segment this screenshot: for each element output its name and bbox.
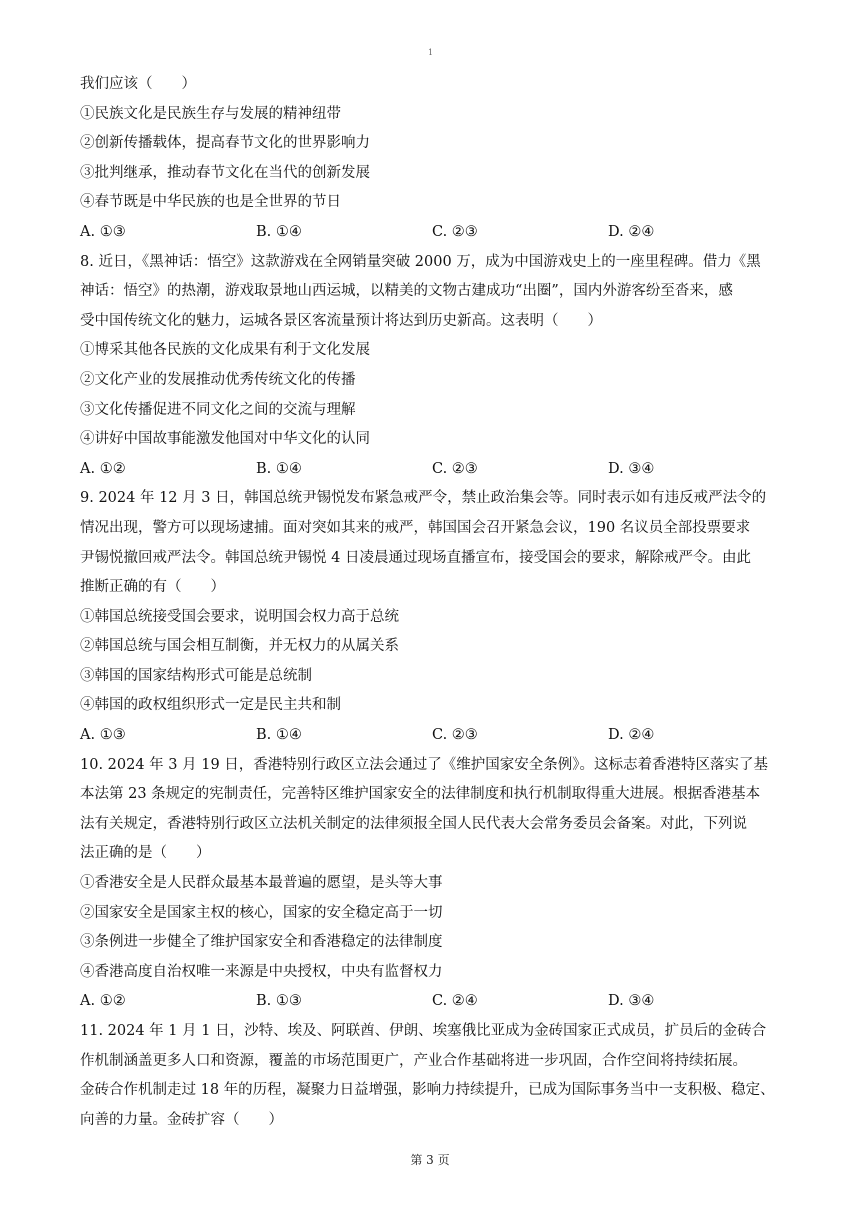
question-text-line: ②创新传播载体，提高春节文化的世界影响力: [80, 135, 370, 152]
answer-option: C. ②④: [432, 993, 478, 1010]
question-block: [80, 484, 792, 750]
question-text-line: 尹锡悦撤回戒严法令。韩国总统尹锡悦 4 日凌晨通过现场直播宣布，接受国会的要求，解除戒严令。由此: [80, 549, 751, 566]
answer-option: B. ①④: [256, 727, 302, 744]
question-text-line: 9. 2024 年 12 月 3 日，韩国总统尹锡悦发布紧急戒严令，禁止政治集会等。同时表示如有违反戒严法令的: [80, 490, 767, 507]
question-text-line: 向善的力量。金砖扩容（ ）: [80, 1111, 283, 1128]
question-text-line: ③批判继承，推动春节文化在当代的创新发展: [80, 164, 370, 181]
answer-option: D. ②④: [608, 727, 655, 744]
answer-options: [80, 218, 792, 248]
exam-content: [80, 70, 792, 1135]
question-text-line: ①韩国总统接受国会要求，说明国会权力高于总统: [80, 608, 399, 625]
question-text-line: 10. 2024 年 3 月 19 日，香港特别行政区立法会通过了《维护国家安全条例》。这标志着香港特区落实了基: [80, 756, 769, 773]
answer-option: A. ①②: [80, 460, 126, 477]
question-text-line: ②国家安全是国家主权的核心，国家的安全稳定高于一切: [80, 904, 443, 921]
question-text-line: 本法第 23 条规定的宪制责任，完善特区维护国家安全的法律制度和执行机制取得重大进展。根据香港基本: [80, 786, 761, 803]
question-text-line: ④春节既是中华民族的也是全世界的节日: [80, 194, 341, 211]
answer-options: [80, 721, 792, 751]
question-text-line: ④韩国的政权组织形式一定是民主共和制: [80, 697, 341, 714]
answer-option: A. ①③: [80, 727, 126, 744]
answer-option: B. ①④: [256, 223, 302, 240]
answer-options: [80, 455, 792, 485]
question-text-line: 推断正确的有（ ）: [80, 579, 225, 596]
question-text-line: 法正确的是（ ）: [80, 845, 211, 862]
question-text-line: ②韩国总统与国会相互制衡，并无权力的从属关系: [80, 638, 399, 655]
page-top-mark: 1: [428, 48, 434, 57]
question-block: [80, 1017, 792, 1135]
question-text-line: ②文化产业的发展推动优秀传统文化的传播: [80, 371, 356, 388]
answer-options: [80, 987, 792, 1017]
question-text-line: ③条例进一步健全了维护国家安全和香港稳定的法律制度: [80, 934, 443, 951]
question-text-line: 我们应该（ ）: [80, 76, 196, 92]
answer-option: D. ③④: [608, 993, 655, 1010]
question-block: [80, 70, 792, 248]
question-text-line: 情况出现，警方可以现场逮捕。面对突如其来的戒严，韩国国会召开紧急会议，190 名议员全部投票要求: [80, 519, 751, 536]
question-block: [80, 248, 792, 485]
question-text-line: 11. 2024 年 1 月 1 日，沙特、埃及、阿联酋、伊朗、埃塞俄比亚成为金砖国家正式成员，扩员后的金砖合: [80, 1023, 767, 1039]
question-text-line: 法有关规定，香港特别行政区立法机关制定的法律须报全国人民代表大会常务委员会备案。对此，下列说: [80, 815, 747, 832]
question-text-line: 8. 近日，《黑神话：悟空》这款游戏在全网销量突破 2000 万，成为中国游戏史上的一座里程碑。借力《黑: [80, 253, 761, 270]
answer-option: C. ②③: [432, 223, 478, 240]
question-text-line: 受中国传统文化的魅力，运城各景区客流量预计将达到历史新高。这表明（ ）: [80, 312, 602, 329]
answer-option: D. ③④: [608, 460, 655, 477]
answer-option: D. ②④: [608, 223, 655, 240]
question-text-line: 作机制涵盖更多人口和资源，覆盖的市场范围更广，产业合作基础将进一步巩固，合作空间将持续拓展。: [80, 1052, 747, 1069]
answer-option: B. ①③: [256, 993, 302, 1010]
question-text-line: ③文化传播促进不同文化之间的交流与理解: [80, 401, 356, 418]
answer-option: A. ①②: [80, 993, 126, 1010]
answer-option: B. ①④: [256, 460, 302, 477]
question-text-line: ④香港高度自治权唯一来源是中央授权，中央有监督权力: [80, 963, 443, 980]
question-text-line: ①香港安全是人民群众最基本最普遍的愿望，是头等大事: [80, 875, 443, 892]
question-text-line: ①民族文化是民族生存与发展的精神纽带: [80, 105, 341, 122]
question-text-line: 神话：悟空》的热潮，游戏取景地山西运城，以精美的文物古建成功“出圈”，国内外游客纷至沓来，感: [80, 283, 733, 300]
question-text-line: 金砖合作机制走过 18 年的历程，凝聚力日益增强，影响力持续提升，已成为国际事务当中一支积极、稳定、: [80, 1082, 775, 1099]
question-text-line: ③韩国的国家结构形式可能是总统制: [80, 667, 312, 684]
question-text-line: ①博采其他各民族的文化成果有利于文化发展: [80, 342, 370, 359]
answer-option: C. ②③: [432, 460, 478, 477]
answer-option: C. ②③: [432, 727, 478, 744]
page-number: 第 3 页: [410, 1153, 450, 1167]
question-block: [80, 751, 792, 1017]
question-text-line: ④讲好中国故事能激发他国对中华文化的认同: [80, 431, 370, 448]
answer-option: A. ①③: [80, 223, 126, 240]
